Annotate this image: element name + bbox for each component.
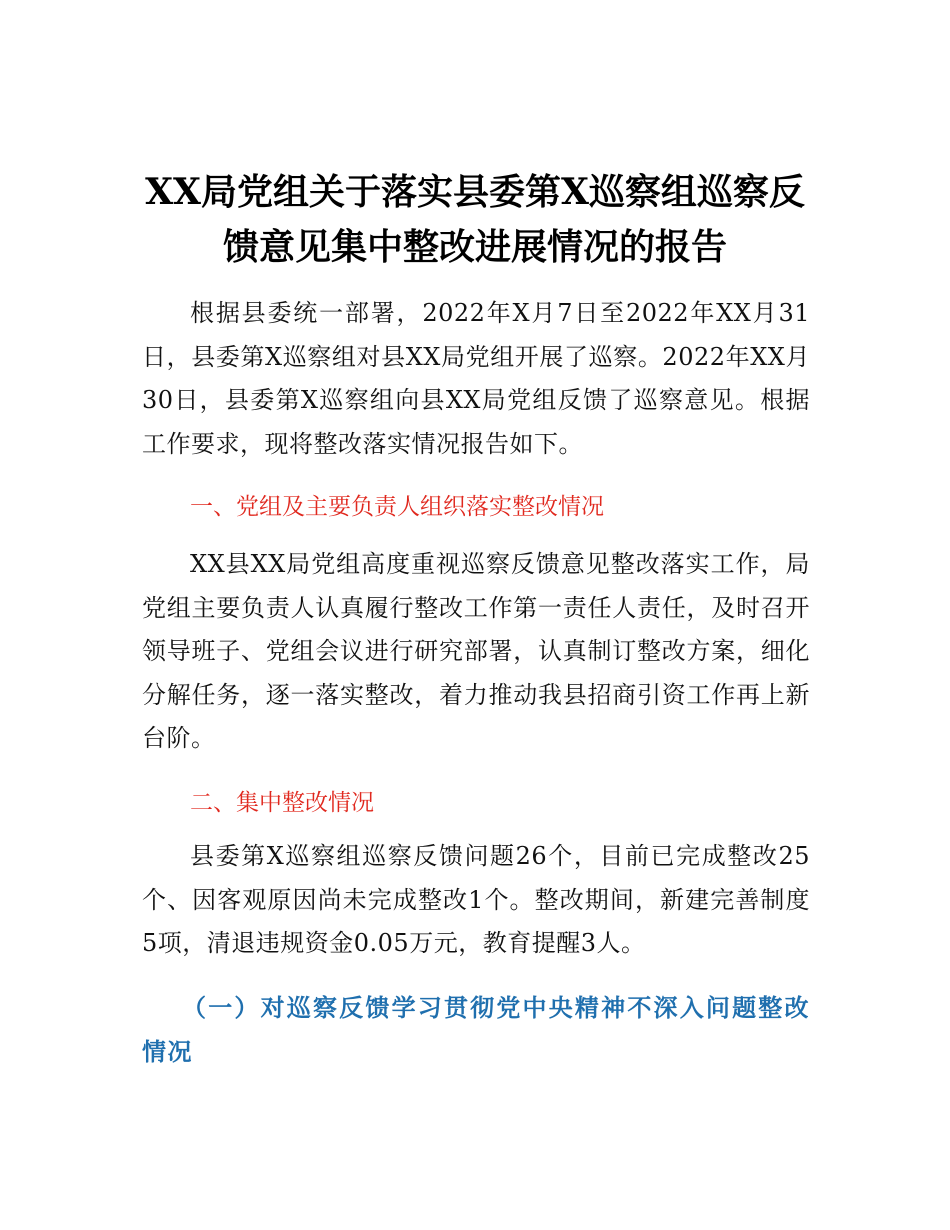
intro-paragraph: 根据县委统一部署，2022年X月7日至2022年XX月31日，县委第X巡察组对县XX局党组开展了巡察。2022年XX月30日，县委第X巡察组向县XX局党组反馈了巡察意见。根据工作要求，现将整改落实情况报告如下。 (142, 299, 810, 458)
section-1-paragraph: XX县XX局党组高度重视巡察反馈意见整改落实工作，局党组主要负责人认真履行整改工作第一责任人责任，及时召开领导班子、党组会议进行研究部署，认真制订整改方案，细化分解任务，逐一落实整改，着力推动我县招商引资工作再上新台阶。 (142, 550, 810, 753)
subsection-1-heading: （一）对巡察反馈学习贯彻党中央精神不深入问题整改情况 (142, 993, 810, 1066)
document-title-line-2: 馈意见集中整改进展情况的报告 (222, 226, 727, 268)
document-title-line-1: XX局党组关于落实县委第X巡察组巡察反 (145, 171, 805, 213)
section-2-paragraph: 县委第X巡察组巡察反馈问题26个，目前已完成整改25个、因客观原因尚未完成整改1个。整改期间，新建完善制度5项，清退违规资金0.05万元，教育提醒3人。 (142, 842, 810, 958)
section-2-heading: 二、集中整改情况 (190, 790, 374, 816)
section-1-heading: 一、党组及主要负责人组织落实整改情况 (190, 494, 604, 520)
